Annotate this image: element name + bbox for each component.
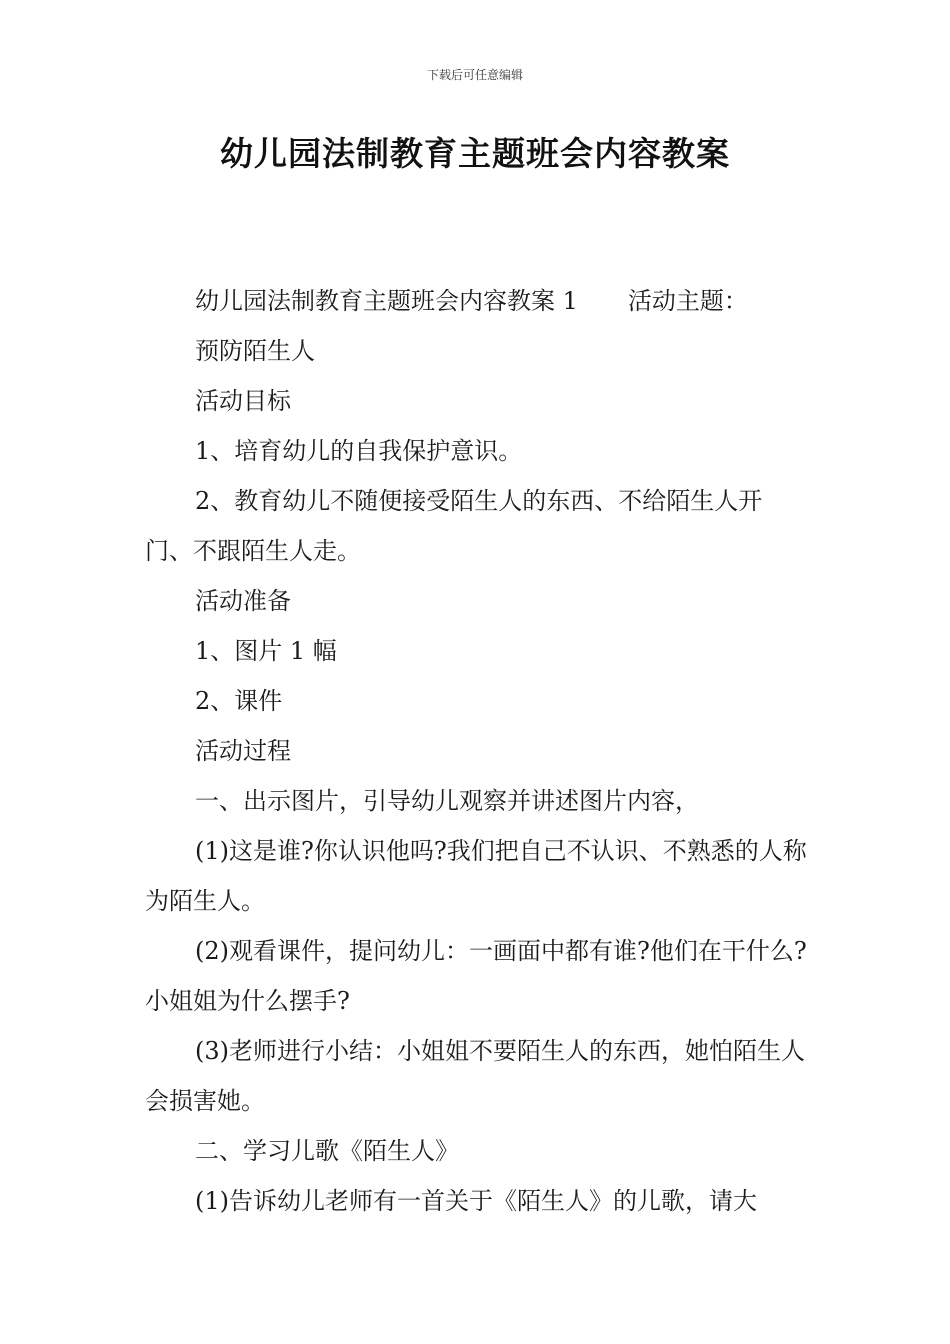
header-note: 下载后可任意编辑 xyxy=(426,68,523,82)
paragraph: (2)观看课件，提问幼儿：一画面中都有谁?他们在干什么?小姐姐为什么摆手? xyxy=(145,937,807,1015)
document-title: 幼儿园法制教育主题班会内容教案 xyxy=(220,134,730,173)
paragraph: 1、图片 1 幅 xyxy=(195,637,337,665)
paragraph: 一、出示图片，引导幼儿观察并讲述图片内容， xyxy=(195,787,699,815)
document-body xyxy=(145,276,810,1226)
section-heading: 活动过程 xyxy=(195,737,291,765)
lesson-plan-heading: 幼儿园法制教育主题班会内容教案 1 xyxy=(195,287,578,315)
paragraph: 1、培育幼儿的自我保护意识。 xyxy=(195,437,523,465)
section-heading: 二、学习儿歌《陌生人》 xyxy=(195,1137,459,1165)
paragraph: (1)这是谁?你认识他吗?我们把自己不认识、不熟悉的人称为陌生人。 xyxy=(145,837,807,915)
paragraph: 2、课件 xyxy=(195,687,283,715)
paragraph: (3)老师进行小结：小姐姐不要陌生人的东西，她怕陌生人会损害她。 xyxy=(145,1037,805,1115)
paragraph-first-line xyxy=(145,276,810,326)
section-heading: 活动准备 xyxy=(195,587,291,615)
paragraph: 预防陌生人 xyxy=(195,337,315,365)
paragraph: (1)告诉幼儿老师有一首关于《陌生人》的儿歌，请大 xyxy=(195,1187,757,1215)
section-heading: 活动目标 xyxy=(195,387,291,415)
activity-theme-label: 活动主题： xyxy=(627,287,748,315)
paragraph: 2、教育幼儿不随便接受陌生人的东西、不给陌生人开门、不跟陌生人走。 xyxy=(145,487,763,565)
